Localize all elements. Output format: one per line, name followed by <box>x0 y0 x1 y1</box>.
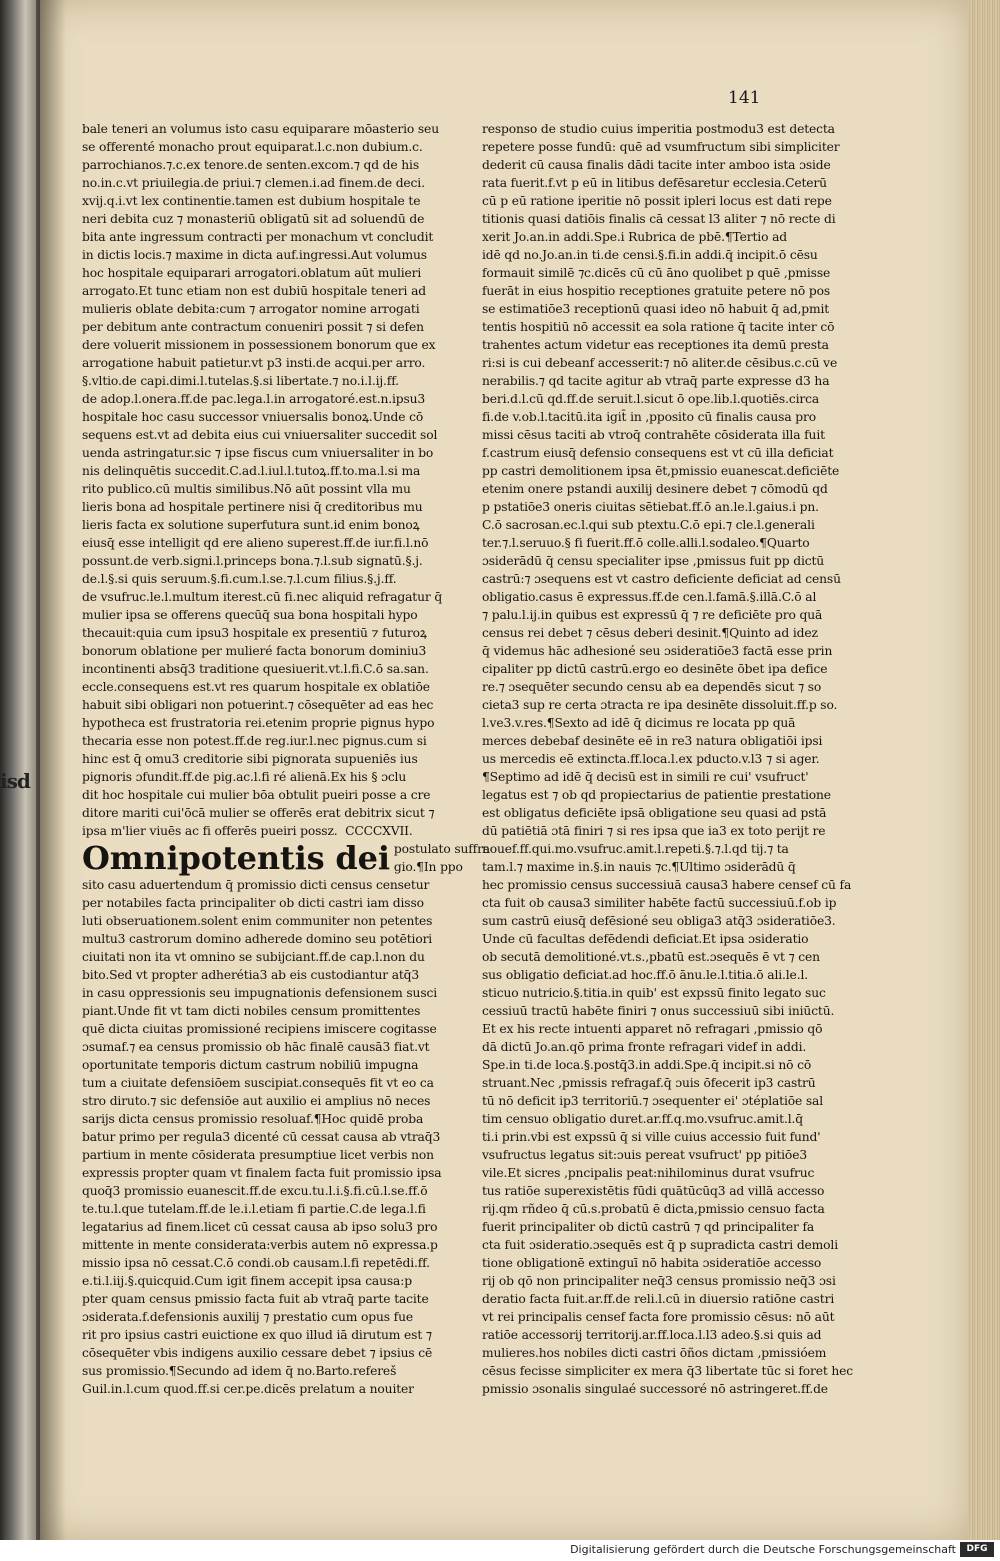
text-line: piant.Unde fit vt tam dicti nobiles censum promittentes <box>82 1004 421 1018</box>
text-line: l.ve3.v.res.¶Sexto ad idē q̄ dicimus re locata pp quā <box>482 716 796 730</box>
left-text-column <box>82 120 490 1398</box>
footer-bar <box>0 1540 1000 1561</box>
text-line: hoc hospitale equiparari arrogatori.oblatum aūt mulieri <box>82 266 422 280</box>
text-line: missio ipsa nō cessat.C.ō condi.ob causam.l.fi repetēdi.ff. <box>82 1256 430 1270</box>
text-line: tentis hospitiū nō accessit ea sola ratione q̄ tacite inter cō <box>482 320 835 334</box>
text-line: cōsequēter vbis indigens auxilio cessare debet ⁊ ipsius cē <box>82 1346 433 1360</box>
text-line: cta fuit ɔsideratio.ɔsequēs est q̄ p supradicta castri demoli <box>482 1238 838 1252</box>
section-heading <box>82 839 490 877</box>
text-line: rij ob qō non principaliter neq̄3 census promissio neq̄3 ɔsi <box>482 1274 836 1288</box>
text-line: Et ex his recte intuenti apparet nō refragari ,pmissio qō <box>482 1022 823 1036</box>
dfg-logo: DFG <box>960 1542 994 1557</box>
text-line: ti.i prin.vbi est expssū q̄ si ville cuius accessio fuit fund' <box>482 1130 821 1144</box>
text-line: ⁊ palu.l.ij.in quibus est expressū q̄ ⁊ re deficiēte pro quā <box>482 608 823 622</box>
text-line: in casu oppressionis seu impugnationis defensionem susci <box>82 986 437 1000</box>
text-line: lieris bona ad hospitale pertinere nisi q̄ creditoribus mu <box>82 500 423 514</box>
text-line: C.ō sacrosan.ec.l.qui sub ptextu.C.ō epi.⁊ cle.l.generali <box>482 518 815 532</box>
heading-initial: Omnipotentis dei <box>82 839 390 877</box>
text-line: vt rei principalis censef facta fore promissio cēsus: nō aūt <box>482 1310 835 1324</box>
text-line: obligatio.casus ē expressus.ff.de cen.l.famā.§.illā.C.ō al <box>482 590 817 604</box>
text-line: dā dictū Jo.an.qō prima fronte refragari videf in addi. <box>482 1040 807 1054</box>
text-line: pp castri demolitionem ipsa ēt,pmissio euanescat.deficiēte <box>482 464 840 478</box>
text-line: ɔsiderata.f.defensionis auxilij ⁊ prestatio cum opus fue <box>82 1310 413 1324</box>
text-line: trahentes actum videtur eas receptiones ita demū presta <box>482 338 829 352</box>
text-line: tum a ciuitate defensiōem suscipiat.consequēs fit vt eo ca <box>82 1076 434 1090</box>
text-line: ditore mariti cui'ōcā mulier se offerēs erat debitrix sicut ⁊ <box>82 806 435 820</box>
text-line: ɔsumaf.⁊ ea census promissio ob hāc finalē causā3 fiat.vt <box>82 1040 430 1054</box>
text-line: cieta3 sup re certa ɔtracta re ipa desinēte dissoluit.ff.p so. <box>482 698 838 712</box>
spine-shadow <box>36 0 66 1540</box>
text-line: e.ti.l.iij.§.quicquid.Cum igit finem accepit ipsa causa:p <box>82 1274 412 1288</box>
text-line: nouef.ff.qui.mo.vsufruc.amit.l.repeti.§.⁊.l.qd tij.⁊ ta <box>482 842 789 856</box>
text-line: us mercedis eē extincta.ff.loca.l.ex pducto.v.l3 ⁊ si ager. <box>482 752 820 766</box>
text-line: f.castrum eiusq̄ defensio consequens est vt cū illa deficiat <box>482 446 834 460</box>
heading-side-line: postulato suffra <box>393 842 490 856</box>
text-line: sus obligatio deficiat.ad hoc.ff.ō ānu.le.l.titia.ō ali.le.l. <box>482 968 808 982</box>
margin-text-fragment: isd <box>0 769 30 793</box>
text-line: bita ante ingressum contracti per monachum vt concludit <box>82 230 434 244</box>
text-line: cipaliter pp dictū castrū.ergo eo desinēte ōbet ipa defice <box>482 662 828 676</box>
text-line: se offerenté monacho prout equiparat.l.c.non dubium.c. <box>82 140 423 154</box>
text-line: rata fuerit.f.vt p eū in litibus defēsaretur ecclesia.Ceterū <box>482 176 827 190</box>
text-line: luti obseruationem.solent enim communiter non petentes <box>82 914 433 928</box>
text-line: pter quam census pmissio facta fuit ab vtraq̄ parte tacite <box>82 1292 429 1306</box>
text-line: tam.l.⁊ maxime in.§.in nauis ⁊c.¶Ultimo ɔsiderādū q̄ <box>482 860 796 874</box>
text-line: no.in.c.vt priuilegia.de priui.⁊ clemen.i.ad finem.de deci. <box>82 176 425 190</box>
text-line: est obligatus deficiēte ipsā obligatione seu quasi ad pstā <box>482 806 827 820</box>
text-line: sequens est.vt ad debita eius cui vniuersaliter succedit sol <box>82 428 438 442</box>
right-text-column <box>482 120 854 1398</box>
text-line: per debitum ante contractum conueniri possit ⁊ si defen <box>82 320 424 334</box>
text-line: arrogatione habuit patietur.vt p3 insti.de acqui.per arro. <box>82 356 426 370</box>
text-line: mulieres.hos nobiles dicti castri ōños dictam ,pmissióem <box>482 1346 827 1360</box>
text-line: partium in mente cōsiderata presumptiue licet verbis non <box>82 1148 434 1162</box>
text-line: dū patiētiā ɔtā finiri ⁊ si res ipsa que ia3 ex toto perijt re <box>482 824 826 838</box>
text-line: castrū:⁊ ɔsequens est vt castro deficiente deficiat ad censū <box>482 572 841 586</box>
text-line: de.l.§.si quis seruum.§.fi.cum.l.se.⁊.l.cum filius.§.j.ff. <box>82 572 397 586</box>
text-line: legatarius ad finem.licet cū cessat causa ab ipso solu3 pro <box>82 1220 438 1234</box>
text-line: ipsa m'lier viuēs ac fi offerēs pueiri possz. CCCCXVII. <box>82 824 413 838</box>
text-line: fi.de v.ob.l.tacitū.ita igit̄ in ,pposito cū finalis causa pro <box>482 410 816 424</box>
text-line: expressis propter quam vt finalem facta fuit promissio ipsa <box>82 1166 442 1180</box>
text-line: nis delinquētis succedit.C.ad.l.iul.l.tutoꝝ.ff.to.ma.l.si ma <box>82 464 421 478</box>
funding-credit: Digitalisierung gefördert durch die Deutsche Forschungsgemeinschaft <box>570 1543 956 1556</box>
text-line: hospitale hoc casu successor vniuersalis bonoꝝ.Unde cō <box>82 410 424 424</box>
text-line: se estimatiōe3 receptionū quasi ideo nō habuit q̄ ad,pmit <box>482 302 830 316</box>
text-line: oportunitate temporis dictum castrum nobiliū impugna <box>82 1058 419 1072</box>
text-line: hypotheca est frustratoria rei.etenim proprie pignus hypo <box>82 716 435 730</box>
text-line: quoq̄3 promissio euanescit.ff.de excu.tu.l.i.§.fi.cū.l.se.ff.ō <box>82 1184 428 1198</box>
page-stack-edge <box>968 0 1000 1540</box>
text-line: thecauit:quia cum ipsu3 hospitale ex presentiū ⁊ futuroꝝ <box>82 626 427 640</box>
text-line: p pstatiōe3 oneris ciuitas sētiebat.ff.ō an.le.l.gaius.i pn. <box>482 500 819 514</box>
text-line: te.tu.l.que tutelam.ff.de le.i.l.etiam fi partie.C.de lega.l.fi <box>82 1202 426 1216</box>
text-line: sum castrū eiusq̄ defēsioné seu obliga3 atq̄3 ɔsideratiōe3. <box>482 914 836 928</box>
text-line: cū p eū ratione iperitie nō possit ipleri locus est dati repe <box>482 194 832 208</box>
text-line: in dictis locis.⁊ maxime in dicta auf.ingressi.Aut volumus <box>82 248 427 262</box>
text-line: re.⁊ ɔsequēter secundo censu ab ea dependēs sicut ⁊ so <box>482 680 822 694</box>
text-line: stro diruto.⁊ sic defensiōe aut auxilio ei amplius nō neces <box>82 1094 431 1108</box>
text-line: fuerāt in eius hospitio receptiones gratuite petere nō pos <box>482 284 830 298</box>
text-line: de adop.l.onera.ff.de pac.lega.l.in arrogatoré.est.n.ipsu3 <box>82 392 426 406</box>
text-line: bonorum oblatione per mulieré facta bonorum dominiu3 <box>82 644 427 658</box>
text-line: ¶Septimo ad idē q̄ decisū est in simili re cui' vsufruct' <box>482 770 809 784</box>
text-line: struant.Nec ,pmissis refragaf.q̄ ɔuis ōfecerit ip3 castrū <box>482 1076 816 1090</box>
text-line: lieris facta ex solutione superfutura sunt.id enim bonoꝝ <box>82 518 420 532</box>
text-line: census rei debet ⁊ cēsus deberi desinit.¶Quinto ad idez <box>482 626 818 640</box>
text-line: arrogato.Et tunc etiam non est dubiū hospitale teneri ad <box>82 284 426 298</box>
text-line: Unde cū facultas defēdendi deficiat.Et ipsa ɔsideratio <box>482 932 809 946</box>
text-line: cessiuū tractū habēte finiri ⁊ onus successiuū sibi iniūctū. <box>482 1004 835 1018</box>
text-line: §.vltio.de capi.dimi.l.tutelas.§.si libertate.⁊ no.i.l.ij.ff. <box>82 374 399 388</box>
text-line: rit pro ipsius castri euictione ex quo illud iā dirutum est ⁊ <box>82 1328 432 1342</box>
text-line: xvij.q.i.vt lex continentie.tamen est dubium hospitale te <box>82 194 421 208</box>
text-line: ter.⁊.l.seruuo.§ fi fuerit.ff.ō colle.alli.l.sodaleo.¶Quarto <box>482 536 810 550</box>
text-line: mulieris oblate debita:cum ⁊ arrogator nomine arrogati <box>82 302 420 316</box>
text-line: ri:si is cui debeanf accesserit:⁊ nō aliter.de cēsibus.c.cū ve <box>482 356 838 370</box>
text-line: ɔsiderādū q̄ censu specialiter ipse ,pmissus fuit pp dictū <box>482 554 825 568</box>
text-line: rito publico.cū multis similibus.Nō aūt possint vlla mu <box>82 482 411 496</box>
text-line: tus ratiōe superexistētis fūdi quātūcūq3 ad villā accesso <box>482 1184 825 1198</box>
text-line: cēsus fecisse simpliciter ex mera q̄3 libertate tūc si foret hec <box>482 1364 854 1378</box>
text-line: eccle.consequens est.vt res quarum hospitale ex oblatiōe <box>82 680 430 694</box>
text-line: ratiōe accessorij territorij.ar.ff.loca.l.l3 adeo.§.si quis ad <box>482 1328 822 1342</box>
text-line: tim censuo obligatio duret.ar.ff.q.mo.vsufruc.amit.l.q̄ <box>482 1112 803 1126</box>
text-line: merces debebaf desinēte eē in re3 natura obligatiōi ipsi <box>482 734 823 748</box>
text-line: mittente in mente considerata:verbis autem nō expressa.p <box>82 1238 438 1252</box>
text-line: vile.Et sicres ,pncipalis peat:nihilominus durat vsufruc <box>482 1166 815 1180</box>
text-line: fuerit principaliter ob dictū castrū ⁊ qd principaliter fa <box>482 1220 815 1234</box>
text-line: dere voluerit missionem in possessionem bonorum que ex <box>82 338 436 352</box>
text-line: ob secutā demolitioné.vt.s.,pbatū est.ɔsequēs ē vt ⁊ cen <box>482 950 820 964</box>
text-line: beri.d.l.cū qd.ff.de seruit.l.sicut ō ope.lib.l.quotiēs.circa <box>482 392 819 406</box>
text-line: sito casu aduertendum q̄ promissio dicti census censetur <box>82 878 430 892</box>
text-line: incontinenti absq̄3 traditione quesiuerit.vt.l.fi.C.ō sa.san. <box>82 662 429 676</box>
text-line: pmissio ɔsonalis singulaé successoré nō astringeret.ff.de <box>482 1382 828 1396</box>
text-line: de vsufruc.le.l.multum iterest.cū fi.nec aliquid refragatur q̄ <box>82 590 443 604</box>
folio-number: 141 <box>728 88 761 108</box>
text-line: xerit Jo.an.in addi.Spe.i Rubrica de pbē.¶Tertio ad <box>482 230 788 244</box>
text-line: titionis quasi datiōis finalis cā cessat l3 aliter ⁊ nō recte di <box>482 212 836 226</box>
text-line: cta fuit ob causa3 similiter habēte factū successiuū.f.ob ip <box>482 896 837 910</box>
heading-side-text <box>394 840 490 876</box>
heading-side-line: gio.¶In ppo <box>393 860 463 874</box>
text-line: deratio facta fuit.ar.ff.de reli.l.cū in diuersio ratiōne castri <box>482 1292 835 1306</box>
text-line: bale teneri an volumus isto casu equiparare mōasterio seu <box>82 122 439 136</box>
text-line: hec promissio census successiuā causa3 habere censef cū fa <box>482 878 852 892</box>
text-line: per notabiles facta principaliter ob dicti castri iam disso <box>82 896 424 910</box>
text-line: dederit cū causa finalis dādi tacite inter amboo ista ɔside <box>482 158 831 172</box>
text-line: parrochianos.⁊.c.ex tenore.de senten.excom.⁊ qd de his <box>82 158 419 172</box>
text-line: formauit similē ⁊c.dicēs cū cū āno quolibet p quē ,pmisse <box>482 266 831 280</box>
text-line: uenda astringatur.sic ⁊ ipse fiscus cum vniuersaliter in bo <box>82 446 434 460</box>
text-line: etenim onere pstandi auxilij desinere debet ⁊ cōmodū qd <box>482 482 828 496</box>
text-line: sarijs dicta census promissio resoluaf.¶Hoc quidē proba <box>82 1112 424 1126</box>
text-line: vsufructus legatus sit:ɔuis pereat vsufruct' pp pitiōe3 <box>482 1148 807 1162</box>
text-line: hinc est q̄ omu3 creditorie sibi pignorata supueniēs ius <box>82 752 418 766</box>
text-line: sus promissio.¶Secundo ad idem q̄ no.Barto.refereš <box>82 1364 397 1378</box>
text-line: quē dicta ciuitas promissioné recipiens imiscere cogitasse <box>82 1022 437 1036</box>
text-line: possunt.de verb.signi.l.princeps bona.⁊.l.sub signatū.§.j. <box>82 554 423 568</box>
text-line: tione obligationē extinguī nō habita ɔsideratiōe accesso <box>482 1256 822 1270</box>
text-line: ciuitati non ita vt omnino se subijciant.ff.de cap.l.non du <box>82 950 425 964</box>
text-line: sticuo nutricio.§.titia.in quib' est expssū finito legato suc <box>482 986 826 1000</box>
text-line: multu3 castrorum domino adherede domino seu potētiori <box>82 932 433 946</box>
text-line: bito.Sed vt propter adherétia3 ab eis custodiantur atq̄3 <box>82 968 420 982</box>
text-line: neri debita cuz ⁊ monasteriū obligatū sit ad soluendū de <box>82 212 425 226</box>
text-line: rij.qm rñdeo q̄ cū.s.probatū ē dicta,pmissio censuo facta <box>482 1202 825 1216</box>
text-line: Guil.in.l.cum quod.ff.si cer.pe.dicēs prelatum a nouiter <box>82 1382 414 1396</box>
text-line: thecaria esse non potest.ff.de reg.iur.l.nec pignus.cum si <box>82 734 427 748</box>
text-line: pignoris ɔfundit.ff.de pig.ac.l.fi ré alienā.Ex his § ɔclu <box>82 770 407 784</box>
text-line: mulier ipsa se offerens quecūq̄ sua bona hospitali hypo <box>82 608 418 622</box>
text-line: habuit sibi obligari non potuerint.⁊ cōsequēter ad eas hec <box>82 698 434 712</box>
text-line: responso de studio cuius imperitia postmodu3 est detecta <box>482 122 835 136</box>
text-line: batur primo per regula3 dicenté cū cessat causa ab vtraq̄3 <box>82 1130 441 1144</box>
text-line: missi cēsus taciti ab vtroq̄ contrahēte cōsiderata illa fuit <box>482 428 825 442</box>
text-line: repetere posse fundū: quē ad vsumfructum sibi simpliciter <box>482 140 840 154</box>
text-line: tū nō deficit ip3 territoriū.⁊ ɔsequenter ei' ɔtéplatiōe sal <box>482 1094 824 1108</box>
text-line: dit hoc hospitale cui mulier bōa obtulit pueiri posse a cre <box>82 788 431 802</box>
text-line: nerabilis.⁊ qd tacite agitur ab vtraq̄ parte expresse d3 ha <box>482 374 830 388</box>
text-line: legatus est ⁊ ob qd propiectarius de patientie prestatione <box>482 788 831 802</box>
text-line: idē qd no.Jo.an.in ti.de censi.§.fi.in addi.q̄ incipit.ō cēsu <box>482 248 818 262</box>
text-line: Spe.in ti.de loca.§.postq̄3.in addi.Spe.q̄ incipit.si nō cō <box>482 1058 812 1072</box>
text-line: eiusq̄ esse intelligit qd ere alieno superest.ff.de iur.fi.l.nō <box>82 536 429 550</box>
text-line: q̄ videmus hāc adhesioné seu ɔsideratiōe3 factā esse prin <box>482 644 833 658</box>
